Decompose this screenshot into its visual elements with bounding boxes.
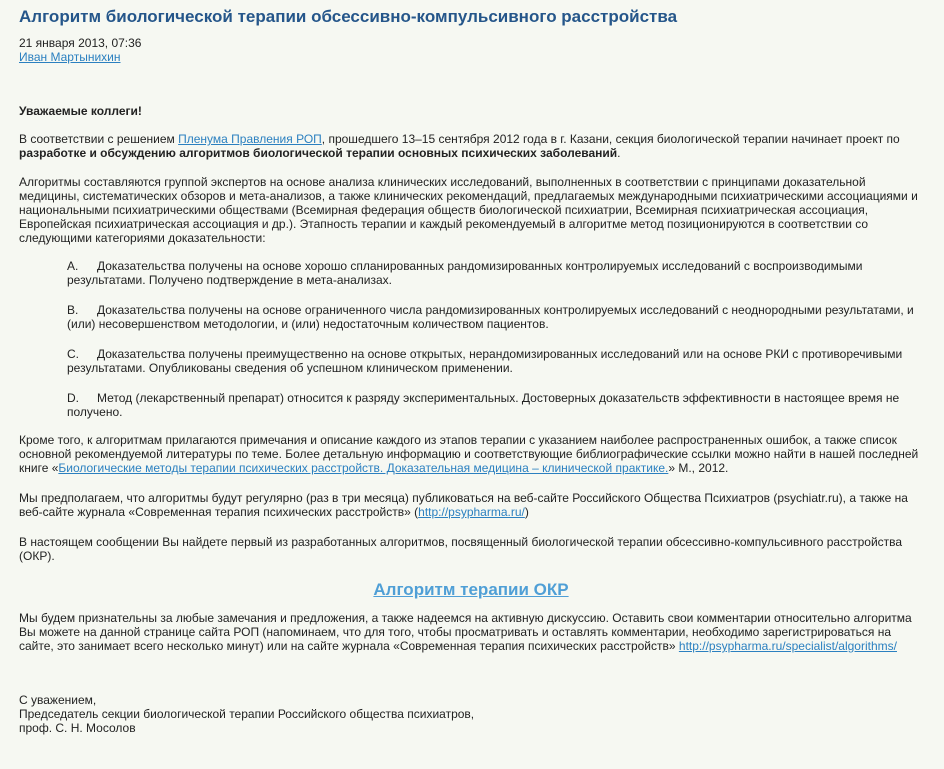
evidence-level-letter: D. xyxy=(67,391,79,405)
paragraph-algorithms: Алгоритмы составляются группой экспертов на основе анализа клинических исследований, выполненных в соответствии с принципами доказательной медицины, систематических обзоров и мета-анализов, а также клинических рекомендаций, предлагаемых международными психиатрическими ассоциациями и национальными психиатрическими обществами (Всемирная федерация обществ биологической психиатрии, Всемирная психиатрическая ассоциация, Европейская психиатрическая ассоциация и др.). Этапность терапии и каждый рекомендуемый в алгоритме метод позиционируются в соответствии со следующими категориями доказательности: xyxy=(19,175,918,245)
paragraph-intro xyxy=(19,132,928,160)
evidence-level-letter: A. xyxy=(67,259,79,273)
algorithms-page-link[interactable]: http://psypharma.ru/specialist/algorithms/ xyxy=(678,639,897,653)
publication-text-end: ) xyxy=(524,505,529,519)
signature-regards: С уважением, xyxy=(19,693,97,707)
evidence-level-text: Доказательства получены на основе ограниченного числа рандомизированных контролируемых исследований с неоднородными результатами, и (или) несовершенством методологии, и (или) недостаточным количеством пациентов. xyxy=(67,303,914,331)
article-title: Алгоритм биологической терапии обсессивно-компульсивного расстройства xyxy=(19,7,678,26)
signature-name: проф. С. Н. Мосолов xyxy=(19,721,136,735)
paragraph-feedback xyxy=(19,611,928,653)
intro-text-middle: , прошедшего 13–15 сентября 2012 года в г. Казани, секция биологической терапии начинает проект по xyxy=(321,132,900,146)
plenum-link[interactable]: Пленума Правления РОП xyxy=(178,132,322,146)
evidence-level-text: Доказательства получены на основе хорошо спланированных рандомизированных контролируемых исследований с воспроизводимыми результатами. Получено подтверждение в мета-анализах. xyxy=(67,259,863,287)
paragraph-publication xyxy=(19,491,928,519)
book-link[interactable]: Биологические методы терапии психических расстройств. Доказательная медицина – клинической практике. xyxy=(58,461,669,475)
author-link[interactable]: Иван Мартынихин xyxy=(19,50,121,64)
notes-text-end: » М., 2012. xyxy=(668,461,729,475)
intro-text-end: . xyxy=(617,146,621,160)
evidence-level-letter: C. xyxy=(67,347,79,361)
article-author xyxy=(19,50,928,64)
evidence-levels-list xyxy=(19,259,928,419)
evidence-level-b xyxy=(67,303,928,331)
evidence-level-text: Метод (лекарственный препарат) относится к разряду экспериментальных. Достоверных доказательств эффективности в настоящее время не получено. xyxy=(67,391,900,419)
paragraph-first-algorithm: В настоящем сообщении Вы найдете первый из разработанных алгоритмов, посвященный биологической терапии обсессивно-компульсивного расстройства (ОКР). xyxy=(19,535,903,563)
evidence-level-letter: B. xyxy=(67,303,79,317)
paragraph-notes xyxy=(19,433,928,475)
feedback-text: Мы будем признательны за любые замечания и предложения, а также надеемся на активную дискуссию. Оставить свои комментарии относительно алгоритма Вы можете на данной странице сайта РОП (напоминаем, что для того, чтобы просматривать и оставлять комментарии, необходимо зарегистрироваться на сайте, это занимает всего несколько минут) или на сайте журнала «Современная терапия психических расстройств» xyxy=(19,611,912,653)
evidence-level-d xyxy=(67,391,928,419)
notes-text-start: Кроме того, к алгоритмам прилагаются примечания и описание каждого из этапов терапии с указанием наиболее распространенных ошибок, а также список основной рекомендуемой литературы по теме. Более детальную информацию и соответствующие библиографические ссылки можно найти в нашей последней книге « xyxy=(19,433,919,475)
evidence-level-a xyxy=(67,259,928,287)
algorithm-ocd-link[interactable]: Алгоритм терапии ОКР xyxy=(373,580,569,599)
signature xyxy=(19,693,928,735)
psypharma-link[interactable]: http://psypharma.ru/ xyxy=(418,505,525,519)
signature-position: Председатель секции биологической терапии Российского общества психиатров, xyxy=(19,707,475,721)
article-date: 21 января 2013, 07:36 xyxy=(19,36,142,50)
evidence-level-text: Доказательства получены преимущественно на основе открытых, нерандомизированных исследований или на основе РКИ с противоречивыми результатами. Опубликованы сведения об успешном клиническом применении. xyxy=(67,347,903,375)
intro-bold-text: разработке и обсуждению алгоритмов биологической терапии основных психических заболеваний xyxy=(19,146,618,160)
intro-text-start: В соответствии с решением xyxy=(19,132,179,146)
algorithm-link-container xyxy=(19,579,928,601)
evidence-level-c xyxy=(67,347,928,375)
publication-text-start: Мы предполагаем, что алгоритмы будут регулярно (раз в три месяца) публиковаться на веб-сайте Российского Общества Психиатров (psychiatr.ru), а также на веб-сайте журнала «Современная терапия психических расстройств» ( xyxy=(19,491,908,519)
greeting: Уважаемые коллеги! xyxy=(19,104,142,118)
